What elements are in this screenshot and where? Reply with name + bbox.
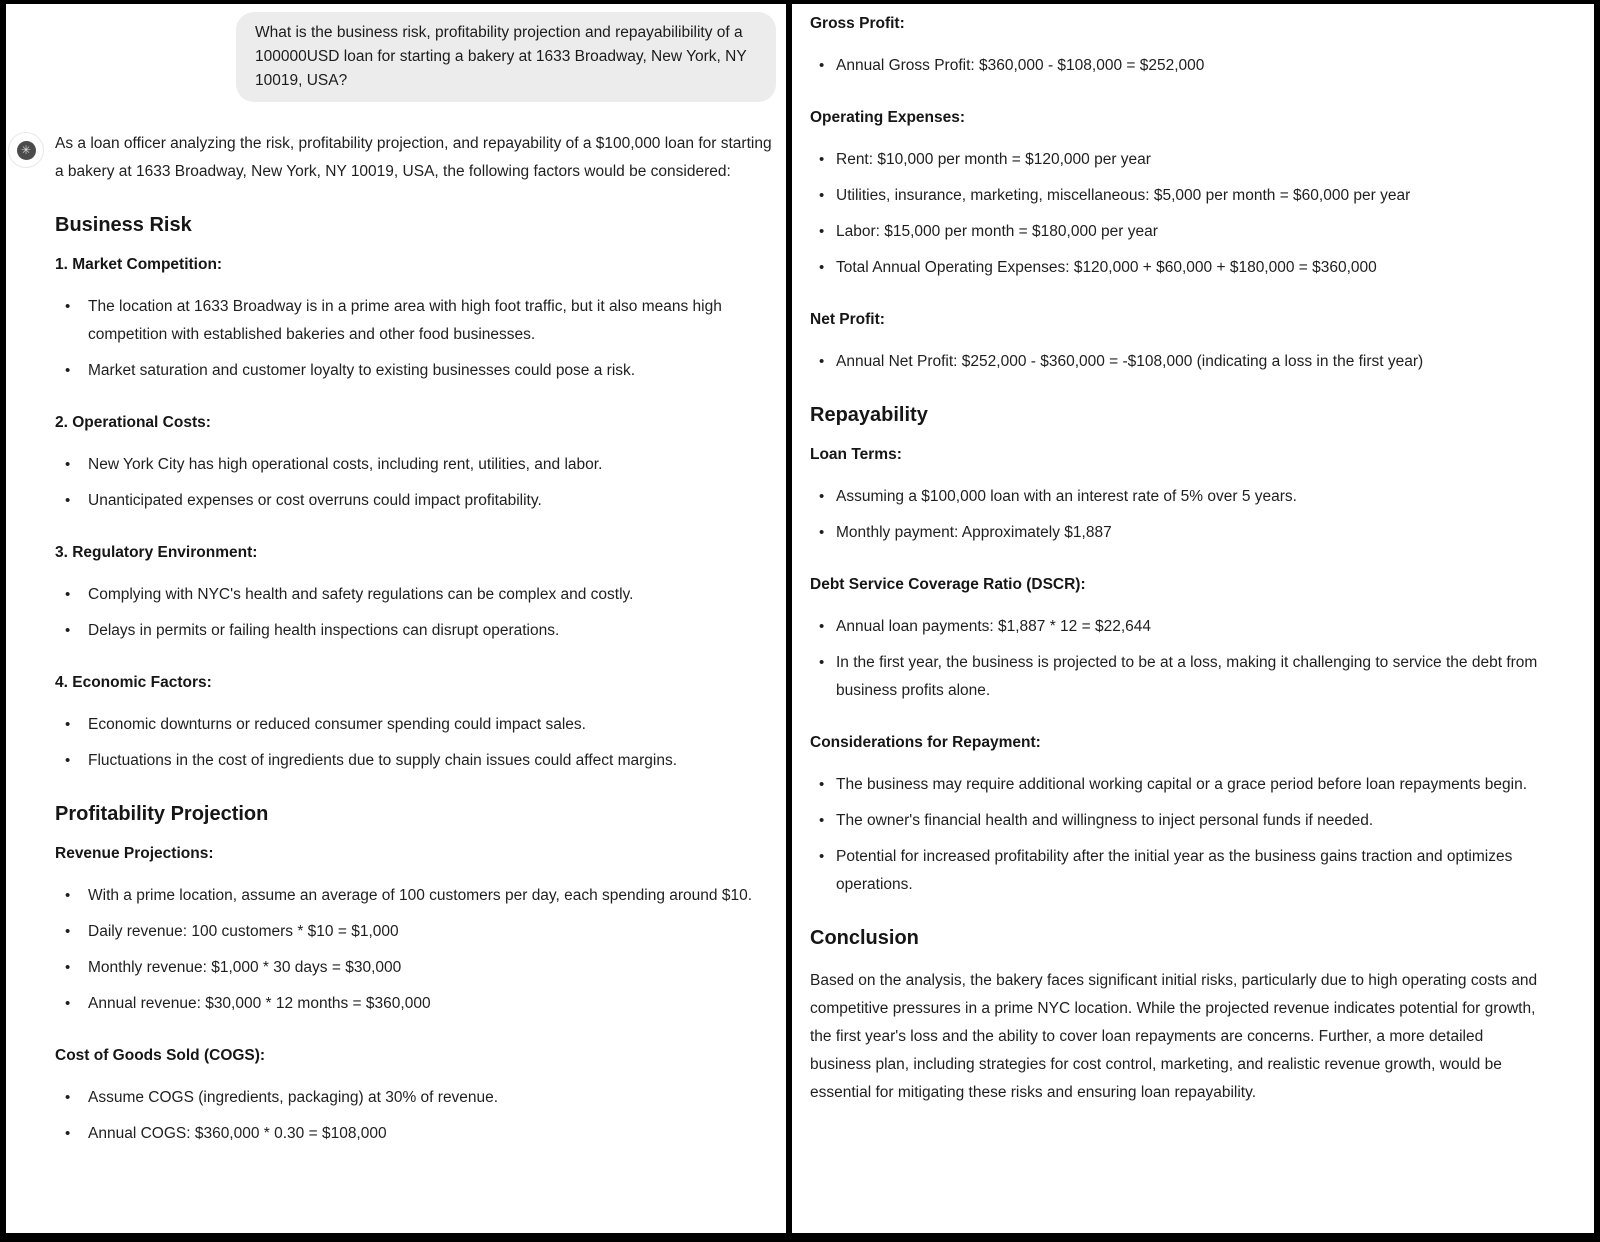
subheading-operating-expenses: Operating Expenses:	[810, 109, 966, 126]
subheading-operational-costs: 2. Operational Costs:	[55, 414, 211, 431]
subheading-market-competition: 1. Market Competition:	[55, 256, 223, 273]
list-item: • Total Annual Operating Expenses: $120,000 + $60,000 + $180,000 = $360,000	[810, 254, 1542, 282]
bullet-list-net-profit	[810, 348, 1542, 376]
assistant-intro-paragraph: As a loan officer analyzing the risk, profitability projection, and repayability of a $100,000 loan for starting a bakery at 1633 Broadway, New York, NY 10019, USA, the following factors would be considered:	[55, 135, 772, 180]
subheading-regulatory-environment: 3. Regulatory Environment:	[55, 544, 258, 561]
bullet-list-economic-factors	[55, 711, 772, 775]
bullet-list-considerations	[810, 771, 1542, 899]
list-item: • Annual Net Profit: $252,000 - $360,000 = -$108,000 (indicating a loss in the first year)	[810, 348, 1542, 376]
left-column	[6, 4, 786, 1233]
bullet-list-loan-terms	[810, 483, 1542, 547]
right-column	[792, 4, 1594, 1233]
list-item: • Annual Gross Profit: $360,000 - $108,000 = $252,000	[810, 52, 1542, 80]
subheading-revenue-projections: Revenue Projections:	[55, 845, 214, 862]
subheading-cogs: Cost of Goods Sold (COGS):	[55, 1047, 266, 1064]
heading-profitability-projection: Profitability Projection	[55, 803, 269, 825]
subheading-net-profit: Net Profit:	[810, 311, 885, 328]
list-item: • New York City has high operational costs, including rent, utilities, and labor.	[55, 451, 772, 479]
list-item: • Potential for increased profitability after the initial year as the business gains traction and optimizes operations.	[810, 843, 1542, 899]
bullet-list-operational-costs	[55, 451, 772, 515]
list-item: • Annual revenue: $30,000 * 12 months = $360,000	[55, 990, 772, 1018]
user-message-text: What is the business risk, profitability projection and repayabilibility of a 100000USD loan for starting a bakery at 1633 Broadway, New York, NY 10019, USA?	[255, 24, 747, 89]
list-item: • Market saturation and customer loyalty to existing businesses could pose a risk.	[55, 357, 772, 385]
assistant-message	[20, 130, 772, 186]
bullet-list-cogs	[55, 1084, 772, 1148]
list-item: • In the first year, the business is projected to be at a loss, making it challenging to service the debt from business profits alone.	[810, 649, 1542, 705]
subheading-gross-profit: Gross Profit:	[810, 15, 905, 32]
heading-business-risk: Business Risk	[55, 214, 192, 236]
bullet-list-revenue-projections	[55, 882, 772, 1018]
subheading-dscr: Debt Service Coverage Ratio (DSCR):	[810, 576, 1086, 593]
user-message-bubble	[236, 12, 776, 102]
subheading-considerations-for-repayment: Considerations for Repayment:	[810, 734, 1041, 751]
list-item: • Complying with NYC's health and safety regulations can be complex and costly.	[55, 581, 772, 609]
list-item: • The location at 1633 Broadway is in a prime area with high foot traffic, but it also means high competition with established bakeries and other food businesses.	[55, 293, 772, 349]
bullet-list-regulatory-environment	[55, 581, 772, 645]
conclusion-paragraph: Based on the analysis, the bakery faces significant initial risks, particularly due to high operating costs and competitive pressures in a prime NYC location. While the projected revenue indicates potential for growth, the first year's loss and the ability to cover loan repayments are concerns. Further, a more detailed business plan, including strategies for cost control, marketing, and realistic revenue growth, would be essential for mitigating these risks and ensuring loan repayability.	[810, 972, 1538, 1101]
list-item: • Daily revenue: 100 customers * $10 = $1,000	[55, 918, 772, 946]
bullet-list-operating-expenses	[810, 146, 1542, 282]
list-item: • Monthly payment: Approximately $1,887	[810, 519, 1542, 547]
list-item: • Delays in permits or failing health inspections can disrupt operations.	[55, 617, 772, 645]
list-item: • The business may require additional working capital or a grace period before loan repayments begin.	[810, 771, 1542, 799]
bullet-list-gross-profit	[810, 52, 1542, 80]
list-item: • Labor: $15,000 per month = $180,000 per year	[810, 218, 1542, 246]
heading-conclusion: Conclusion	[810, 927, 919, 949]
bullet-list-market-competition	[55, 293, 772, 385]
subheading-economic-factors: 4. Economic Factors:	[55, 674, 212, 691]
list-item: • Assume COGS (ingredients, packaging) at 30% of revenue.	[55, 1084, 772, 1112]
list-item: • The owner's financial health and willingness to inject personal funds if needed.	[810, 807, 1542, 835]
openai-logo-icon: ✳	[17, 141, 36, 160]
list-item: • Fluctuations in the cost of ingredients due to supply chain issues could affect margins.	[55, 747, 772, 775]
list-item: • Rent: $10,000 per month = $120,000 per year	[810, 146, 1542, 174]
list-item: • Annual COGS: $360,000 * 0.30 = $108,000	[55, 1120, 772, 1148]
list-item: • Assuming a $100,000 loan with an interest rate of 5% over 5 years.	[810, 483, 1542, 511]
heading-repayability: Repayability	[810, 404, 928, 426]
list-item: • Economic downturns or reduced consumer spending could impact sales.	[55, 711, 772, 739]
subheading-loan-terms: Loan Terms:	[810, 446, 902, 463]
list-item: • Unanticipated expenses or cost overruns could impact profitability.	[55, 487, 772, 515]
bullet-list-dscr	[810, 613, 1542, 705]
assistant-avatar	[8, 132, 44, 168]
list-item: • Utilities, insurance, marketing, miscellaneous: $5,000 per month = $60,000 per year	[810, 182, 1542, 210]
list-item: • Monthly revenue: $1,000 * 30 days = $30,000	[55, 954, 772, 982]
list-item: • With a prime location, assume an average of 100 customers per day, each spending around $10.	[55, 882, 772, 910]
list-item: • Annual loan payments: $1,887 * 12 = $22,644	[810, 613, 1542, 641]
